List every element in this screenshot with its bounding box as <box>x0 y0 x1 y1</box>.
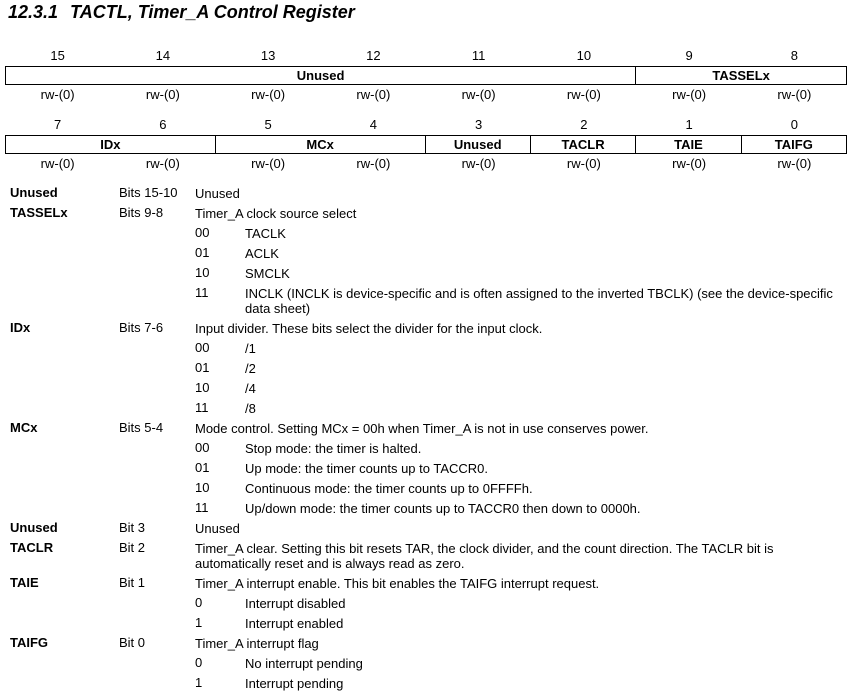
field-description: Unused <box>195 521 240 536</box>
field-description-row <box>10 318 840 338</box>
bit-number: 2 <box>580 117 588 132</box>
bit-number: 7 <box>54 117 62 132</box>
value-code: 01 <box>195 245 210 260</box>
bit-number: 15 <box>50 48 65 63</box>
register-field: Unused <box>425 136 530 153</box>
access-type: rw-(0) <box>145 87 180 102</box>
value-code: 00 <box>195 225 210 240</box>
register-field-row <box>5 66 847 85</box>
access-type: rw-(0) <box>356 156 391 171</box>
field-name: TASSELx <box>10 205 68 220</box>
access-type: rw-(0) <box>251 156 286 171</box>
field-description-row <box>10 518 840 538</box>
register-field: IDx <box>100 137 121 152</box>
value-code: 11 <box>195 500 209 515</box>
register-field: Unused <box>296 68 345 83</box>
value-row <box>10 398 840 418</box>
value-row <box>10 458 840 478</box>
register-field: MCx <box>215 136 425 153</box>
value-row <box>10 263 840 283</box>
bit-number: 11 <box>471 48 486 63</box>
access-row <box>5 154 847 174</box>
access-type: rw-(0) <box>40 156 75 171</box>
field-name: Unused <box>10 185 58 200</box>
value-row <box>10 358 840 378</box>
bit-number-row <box>5 115 847 135</box>
register-field: TASSELx <box>635 67 846 84</box>
value-row <box>10 653 840 673</box>
field-bits: Bit 2 <box>119 540 146 555</box>
access-type: rw-(0) <box>672 87 707 102</box>
value-row <box>10 243 840 263</box>
field-description: Timer_A clear. Setting this bit resets TAR, the clock divider, and the count direction. The TACLR bit is automatically reset and is always read as zero. <box>195 541 774 571</box>
field-bits: Bits 7-6 <box>119 320 164 335</box>
field-name: TAIE <box>10 575 39 590</box>
access-type: rw-(0) <box>461 156 496 171</box>
value-row <box>10 338 840 358</box>
access-type: rw-(0) <box>566 156 601 171</box>
value-meaning: TACLK <box>245 226 286 241</box>
section-title: TACTL, Timer_A Control Register <box>70 2 355 22</box>
field-description: Input divider. These bits select the divider for the input clock. <box>195 321 543 336</box>
field-bits: Bit 0 <box>119 635 146 650</box>
field-name: TACLR <box>10 540 54 555</box>
field-description-row <box>10 573 840 593</box>
register-diagram-lower <box>5 115 847 174</box>
access-type: rw-(0) <box>145 156 180 171</box>
value-meaning: Stop mode: the timer is halted. <box>245 441 422 456</box>
field-description-row <box>10 183 840 203</box>
field-description: Mode control. Setting MCx = 00h when Timer_A is not in use conserves power. <box>195 421 649 436</box>
field-description-row <box>10 538 840 573</box>
field-description: Timer_A interrupt flag <box>195 636 319 651</box>
bit-number: 1 <box>685 117 693 132</box>
value-code: 0 <box>195 595 203 610</box>
bit-number: 4 <box>369 117 377 132</box>
access-type: rw-(0) <box>356 87 391 102</box>
value-meaning: Up mode: the timer counts up to TACCR0. <box>245 461 489 476</box>
register-diagram-upper <box>5 46 847 105</box>
value-code: 0 <box>195 655 203 670</box>
field-description-row <box>10 633 840 653</box>
bit-number: 12 <box>366 48 381 63</box>
value-meaning: Interrupt enabled <box>245 616 344 631</box>
value-meaning: /8 <box>245 401 256 416</box>
value-meaning: Up/down mode: the timer counts up to TACCR0 then down to 0000h. <box>245 501 641 516</box>
value-code: 1 <box>195 675 203 690</box>
access-row <box>5 85 847 105</box>
bit-description-table <box>10 183 840 693</box>
access-type: rw-(0) <box>777 156 812 171</box>
field-description: Timer_A interrupt enable. This bit enables the TAIFG interrupt request. <box>195 576 600 591</box>
access-type: rw-(0) <box>777 87 812 102</box>
bit-number: 14 <box>155 48 171 63</box>
field-bits: Bits 9-8 <box>119 205 164 220</box>
value-code: 1 <box>195 615 203 630</box>
register-field: TAIE <box>635 136 740 153</box>
value-code: 10 <box>195 265 210 280</box>
field-bits: Bit 1 <box>119 575 146 590</box>
bit-number: 8 <box>790 48 798 63</box>
bit-number: 3 <box>475 117 483 132</box>
page-title <box>8 2 355 23</box>
value-row <box>10 378 840 398</box>
value-code: 11 <box>195 400 209 415</box>
section-number: 12.3.1 <box>8 2 59 22</box>
field-description: Timer_A clock source select <box>195 206 357 221</box>
value-row <box>10 478 840 498</box>
bit-number: 6 <box>159 117 167 132</box>
bit-number: 0 <box>790 117 798 132</box>
value-meaning: /1 <box>245 341 256 356</box>
access-type: rw-(0) <box>566 87 601 102</box>
field-bits: Bit 3 <box>119 520 146 535</box>
value-row <box>10 438 840 458</box>
field-description-row <box>10 418 840 438</box>
value-code: 00 <box>195 340 210 355</box>
value-meaning: No interrupt pending <box>245 656 363 671</box>
field-description-row <box>10 203 840 223</box>
field-bits: Bits 5-4 <box>119 420 164 435</box>
field-name: Unused <box>10 520 58 535</box>
value-code: 01 <box>195 360 210 375</box>
value-meaning: Interrupt disabled <box>245 596 346 611</box>
value-meaning: INCLK (INCLK is device-specific and is often assigned to the inverted TBCLK) (see the device-specific data sheet) <box>245 286 833 316</box>
value-code: 10 <box>195 380 210 395</box>
value-code: 00 <box>195 440 210 455</box>
field-name: TAIFG <box>10 635 49 650</box>
bit-number: 10 <box>576 48 592 63</box>
value-meaning: /2 <box>245 361 256 376</box>
value-meaning: /4 <box>245 381 256 396</box>
value-meaning: Interrupt pending <box>245 676 344 691</box>
field-name: IDx <box>10 320 31 335</box>
value-row <box>10 498 840 518</box>
value-meaning: ACLK <box>245 246 279 261</box>
field-bits: Bits 15-10 <box>119 185 178 200</box>
value-meaning: SMCLK <box>245 266 290 281</box>
access-type: rw-(0) <box>40 87 75 102</box>
bit-number-row <box>5 46 847 66</box>
register-field: TACLR <box>530 136 635 153</box>
bit-number: 13 <box>260 48 276 63</box>
value-meaning: Continuous mode: the timer counts up to 0FFFFh. <box>245 481 533 496</box>
register-field-row <box>5 135 847 154</box>
bit-number: 5 <box>264 117 272 132</box>
value-row <box>10 223 840 243</box>
field-name: MCx <box>10 420 38 435</box>
value-row <box>10 593 840 613</box>
value-code: 11 <box>195 285 209 300</box>
register-field: TAIFG <box>741 136 846 153</box>
access-type: rw-(0) <box>461 87 496 102</box>
access-type: rw-(0) <box>672 156 707 171</box>
field-description: Unused <box>195 186 240 201</box>
value-code: 01 <box>195 460 210 475</box>
value-row <box>10 283 840 318</box>
access-type: rw-(0) <box>251 87 286 102</box>
value-row <box>10 613 840 633</box>
value-code: 10 <box>195 480 210 495</box>
bit-number: 9 <box>685 48 693 63</box>
value-row <box>10 673 840 693</box>
